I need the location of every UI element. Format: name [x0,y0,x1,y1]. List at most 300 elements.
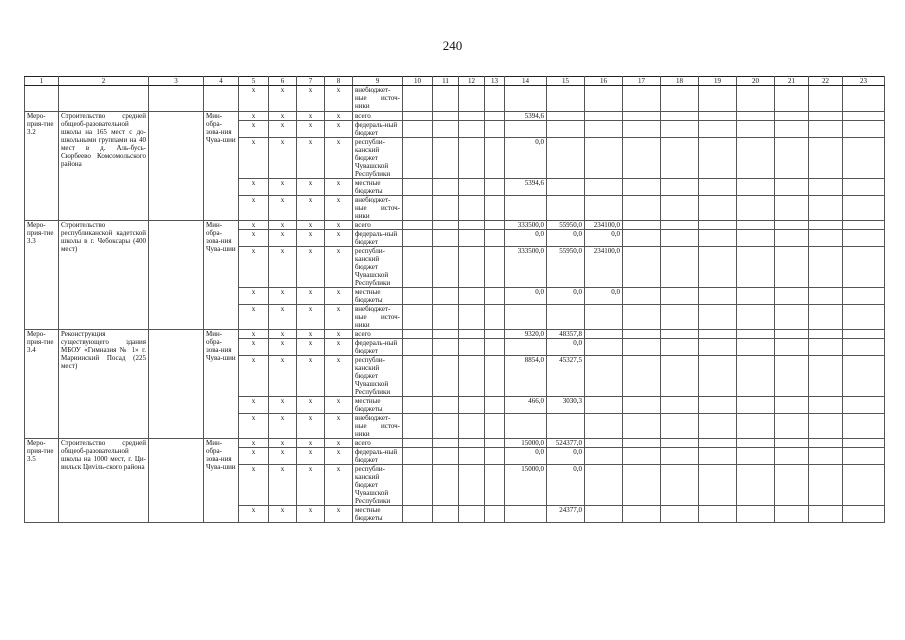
empty-cell [623,121,661,138]
cross-cell: x [269,397,297,414]
empty-cell [433,288,459,305]
executor: Мин-обра-зова-ния Чува-шии [204,439,239,523]
cross-cell: x [269,179,297,196]
amount-cell: 0,0 [505,288,547,305]
cross-cell: x [239,397,269,414]
empty-cell [809,439,843,448]
amount-cell [547,179,585,196]
empty-cell [661,397,699,414]
empty-cell [775,247,809,288]
empty-cell [661,86,699,112]
empty-cell [433,138,459,179]
empty-cell [459,356,485,397]
funding-source: всего [353,330,403,339]
amount-cell: 0,0 [547,448,585,465]
empty-cell [661,339,699,356]
empty-cell [433,305,459,330]
empty-cell [623,221,661,230]
cross-cell: x [239,138,269,179]
column-number: 6 [269,77,297,86]
amount-cell: 45327,5 [547,356,585,397]
empty-cell [661,230,699,247]
empty-cell [737,330,775,339]
amount-cell [585,330,623,339]
empty-cell [661,305,699,330]
amount-cell: 234100,0 [585,247,623,288]
amount-cell: 0,0 [547,230,585,247]
amount-cell [547,121,585,138]
empty-cell [699,86,737,112]
amount-cell: 0,0 [547,339,585,356]
column-number: 3 [149,77,204,86]
empty-cell [699,138,737,179]
empty-cell [459,414,485,439]
cross-cell: x [325,230,353,247]
executor-cell [204,86,239,112]
empty-cell [623,288,661,305]
table-row [25,439,885,448]
cross-cell: x [269,221,297,230]
cross-cell: x [239,86,269,112]
empty-cell [623,397,661,414]
cross-cell: x [297,339,325,356]
empty-cell [149,330,204,439]
empty-cell [403,506,433,523]
funding-source: внебюджет-ные источ-ники [353,305,403,330]
empty-cell [809,112,843,121]
column-number: 16 [585,77,623,86]
cross-cell: x [269,112,297,121]
cross-cell: x [297,179,325,196]
funding-source: всего [353,439,403,448]
amount-cell: 55950,0 [547,221,585,230]
empty-cell [809,288,843,305]
cross-cell: x [325,305,353,330]
empty-cell [623,439,661,448]
empty-cell [775,448,809,465]
empty-cell [699,221,737,230]
column-number: 21 [775,77,809,86]
empty-cell [843,247,885,288]
empty-cell [661,196,699,221]
amount-cell: 524377,0 [547,439,585,448]
empty-cell [403,330,433,339]
empty-cell [699,330,737,339]
empty-cell [809,339,843,356]
empty-cell [737,356,775,397]
cross-cell: x [297,86,325,112]
empty-cell [843,397,885,414]
empty-cell [623,356,661,397]
empty-cell [737,305,775,330]
empty-cell [623,112,661,121]
empty-cell [737,397,775,414]
amount-cell: 15000,0 [505,439,547,448]
empty-cell [809,305,843,330]
cross-cell: x [325,138,353,179]
empty-cell [623,196,661,221]
empty-cell [459,112,485,121]
empty-cell [623,179,661,196]
empty-cell [661,465,699,506]
empty-cell [843,179,885,196]
empty-cell [737,196,775,221]
column-number: 17 [623,77,661,86]
empty-cell [843,439,885,448]
cross-cell: x [269,230,297,247]
amount-cell: 3030,3 [547,397,585,414]
empty-cell [661,179,699,196]
empty-cell [433,330,459,339]
cross-cell: x [239,121,269,138]
empty-cell [661,112,699,121]
empty-cell [661,356,699,397]
funding-source: федераль-ный бюджет [353,121,403,138]
empty-cell [737,179,775,196]
column-number: 22 [809,77,843,86]
cross-cell: x [269,196,297,221]
empty-cell [661,121,699,138]
empty-cell [775,439,809,448]
cross-cell: x [297,196,325,221]
cross-cell: x [239,288,269,305]
empty-cell [403,230,433,247]
amount-cell: 5394,6 [505,112,547,121]
cross-cell: x [269,121,297,138]
empty-cell [699,247,737,288]
empty-cell [809,330,843,339]
empty-cell [433,448,459,465]
empty-cell [775,196,809,221]
empty-cell [661,439,699,448]
table-row [25,221,885,230]
amount-cell: 0,0 [505,230,547,247]
empty-cell [843,230,885,247]
empty-cell [737,339,775,356]
empty-cell [623,230,661,247]
empty-cell [661,448,699,465]
empty-cell [485,305,505,330]
empty-cell [403,247,433,288]
cross-cell: x [325,221,353,230]
empty-cell [459,196,485,221]
funding-source: республи-канский бюджет Чувашской Республики [353,356,403,397]
amount-cell [585,448,623,465]
empty-cell [809,221,843,230]
table-row [25,330,885,339]
table-row [25,112,885,121]
empty-cell [775,230,809,247]
funding-source: федераль-ный бюджет [353,448,403,465]
amount-cell [505,506,547,523]
empty-cell [149,439,204,523]
cross-cell: x [297,448,325,465]
empty-cell [459,506,485,523]
empty-cell [775,330,809,339]
empty-cell [459,247,485,288]
empty-cell [843,86,885,112]
empty-cell [459,221,485,230]
column-number: 11 [433,77,459,86]
amount-cell [585,196,623,221]
empty-cell [699,121,737,138]
cross-cell: x [269,86,297,112]
amount-cell: 333500,0 [505,247,547,288]
cross-cell: x [325,506,353,523]
empty-cell [433,121,459,138]
empty-cell [459,138,485,179]
cross-cell: x [239,112,269,121]
amount-cell [547,112,585,121]
amount-cell: 234100,0 [585,221,623,230]
cross-cell: x [239,247,269,288]
column-number: 18 [661,77,699,86]
empty-cell [623,465,661,506]
cross-cell: x [297,356,325,397]
amount-cell: 0,0 [505,138,547,179]
empty-cell [433,196,459,221]
empty-cell [485,330,505,339]
table-row [25,86,885,112]
amount-cell: 466,0 [505,397,547,414]
empty-cell [809,356,843,397]
empty-cell [403,196,433,221]
empty-cell [403,414,433,439]
cross-cell: x [269,138,297,179]
funding-source: внебюджет-ные источ-ники [353,196,403,221]
funding-source: местные бюджеты [353,506,403,523]
column-number: 19 [699,77,737,86]
empty-cell [661,221,699,230]
empty-cell [403,221,433,230]
cross-cell: x [239,339,269,356]
empty-cell [403,305,433,330]
empty-cell [775,179,809,196]
funding-source: всего [353,112,403,121]
empty-cell [459,339,485,356]
header-row [25,77,885,86]
cross-cell: x [325,86,353,112]
empty-cell [403,439,433,448]
empty-cell [485,230,505,247]
empty-cell [843,448,885,465]
budget-table [24,76,885,523]
empty-cell [403,397,433,414]
cross-cell: x [325,121,353,138]
empty-cell [699,397,737,414]
executor: Мин-обра-зова-ния Чува-шии [204,112,239,221]
empty-cell [433,465,459,506]
amount-cell [585,138,623,179]
empty-cell [661,288,699,305]
amount-cell: 8854,0 [505,356,547,397]
empty-cell [623,339,661,356]
empty-cell [699,448,737,465]
empty-cell [623,138,661,179]
cross-cell: x [269,339,297,356]
event-number: Меро-прия-тие 3.4 [25,330,59,439]
cross-cell: x [239,230,269,247]
empty-cell [843,138,885,179]
empty-cell [433,247,459,288]
column-number: 1 [25,77,59,86]
empty-cell [737,138,775,179]
empty-cell [843,465,885,506]
page-number: 240 [442,38,463,53]
empty-cell [699,414,737,439]
cross-cell: x [239,356,269,397]
cross-cell: x [297,221,325,230]
amount-cell: 333500,0 [505,221,547,230]
amount-cell [585,86,623,112]
event-name: Строительство средней общеоб-разовательной школы на 165 мест с до-школьными группами на 40 мест в д. Аль-бусь-Сюрбеево Комсомольского района [59,112,149,221]
empty-cell [433,230,459,247]
empty-cell [737,448,775,465]
empty-cell [433,112,459,121]
amount-cell: 55950,0 [547,247,585,288]
empty-cell [485,465,505,506]
empty-cell [737,230,775,247]
empty-cell [485,179,505,196]
empty-cell [843,330,885,339]
funding-source: республи-канский бюджет Чувашской Республики [353,247,403,288]
cross-cell: x [239,414,269,439]
empty-cell [485,138,505,179]
cross-cell: x [269,414,297,439]
empty-cell [809,230,843,247]
column-number: 23 [843,77,885,86]
empty-cell [737,288,775,305]
empty-cell [699,179,737,196]
empty-cell [699,465,737,506]
column-number: 7 [297,77,325,86]
empty-cell [737,121,775,138]
empty-cell [775,414,809,439]
cross-cell: x [325,448,353,465]
amount-cell [585,356,623,397]
empty-cell [775,86,809,112]
executor: Мин-обра-зова-ния Чува-шии [204,330,239,439]
cross-cell: x [325,397,353,414]
empty-cell [485,397,505,414]
empty-cell [623,414,661,439]
empty-cell [433,506,459,523]
cross-cell: x [325,414,353,439]
funding-source: республи-канский бюджет Чувашской Республики [353,138,403,179]
empty-cell [843,121,885,138]
empty-cell [403,288,433,305]
empty-cell [809,196,843,221]
column-number: 5 [239,77,269,86]
empty-cell [699,305,737,330]
cross-cell: x [269,448,297,465]
column-number: 9 [353,77,403,86]
event-number: Меро-прия-тие 3.3 [25,221,59,330]
amount-cell [585,397,623,414]
cross-cell: x [239,179,269,196]
empty-cell [149,221,204,330]
empty-cell [737,112,775,121]
empty-cell [775,112,809,121]
empty-cell [775,305,809,330]
cross-cell: x [325,247,353,288]
cross-cell: x [269,356,297,397]
empty-cell [403,448,433,465]
empty-cell [775,339,809,356]
empty-cell [459,288,485,305]
amount-cell: 0,0 [505,448,547,465]
cross-cell: x [269,330,297,339]
empty-cell [809,247,843,288]
empty-cell [623,247,661,288]
empty-cell [737,465,775,506]
funding-source: федераль-ный бюджет [353,230,403,247]
cross-cell: x [239,439,269,448]
empty-cell [433,179,459,196]
empty-cell [809,179,843,196]
cross-cell: x [239,196,269,221]
amount-cell [505,196,547,221]
column-number: 8 [325,77,353,86]
cross-cell: x [325,439,353,448]
cross-cell: x [239,305,269,330]
cross-cell: x [325,112,353,121]
empty-cell [623,330,661,339]
empty-cell [623,506,661,523]
amount-cell [585,121,623,138]
empty-cell [485,448,505,465]
empty-cell [737,86,775,112]
cross-cell: x [239,221,269,230]
empty-cell [459,439,485,448]
cross-cell: x [239,448,269,465]
empty-cell [485,439,505,448]
amount-cell [505,121,547,138]
amount-cell: 0,0 [585,230,623,247]
column-number: 20 [737,77,775,86]
empty-cell [775,138,809,179]
empty-cell [843,339,885,356]
empty-cell [775,506,809,523]
cross-cell: x [269,506,297,523]
cross-cell: x [269,465,297,506]
empty-cell [775,397,809,414]
column-number: 15 [547,77,585,86]
amount-cell [505,339,547,356]
amount-cell [547,138,585,179]
empty-cell [403,138,433,179]
cross-cell: x [297,439,325,448]
cross-cell: x [297,414,325,439]
empty-cell [403,121,433,138]
empty-cell [459,230,485,247]
empty-cell [699,439,737,448]
empty-cell [661,138,699,179]
amount-cell [547,86,585,112]
empty-cell [843,356,885,397]
empty-cell [485,112,505,121]
event-name: Строительство республиканской кадетской школы в г. Чебоксары (400 мест) [59,221,149,330]
empty-cell [459,121,485,138]
empty-cell [149,112,204,221]
empty-cell [737,221,775,230]
empty-cell [433,86,459,112]
event-name: Реконструкция существующего здания МБОУ «Гимназия № 1» г. Мариинский Посад (225 мест) [59,330,149,439]
empty-cell [459,86,485,112]
name-cell [59,86,149,112]
empty-cell [699,288,737,305]
cross-cell: x [297,330,325,339]
